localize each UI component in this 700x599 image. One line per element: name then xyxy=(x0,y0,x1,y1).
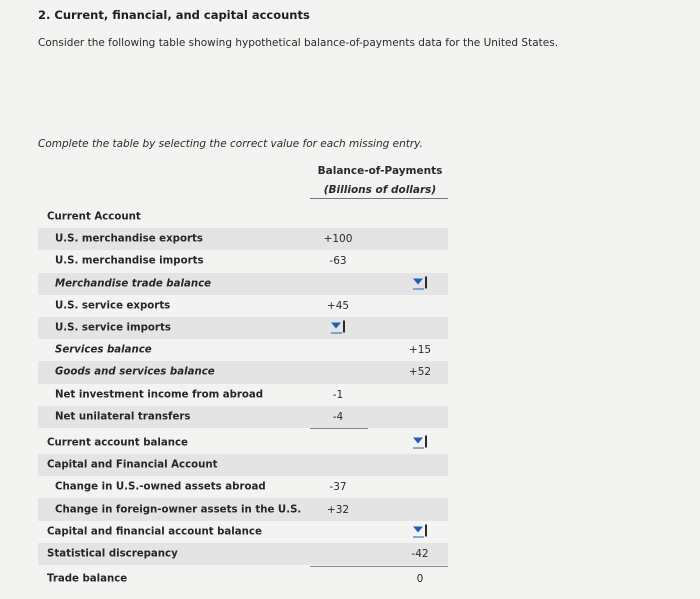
row-value: +52 xyxy=(408,366,432,379)
row-label: Current account balance xyxy=(47,437,188,449)
row-value: 0 xyxy=(416,573,424,586)
dropdown-underline xyxy=(331,333,342,334)
table-row xyxy=(38,406,448,428)
row-value: -4 xyxy=(332,410,344,423)
table-row xyxy=(38,295,448,317)
caret-down-icon xyxy=(413,437,423,443)
table-row xyxy=(38,476,448,498)
row-label: Services balance xyxy=(55,344,152,356)
row-value: +100 xyxy=(323,233,353,246)
row-label: Net unilateral transfers xyxy=(55,411,191,423)
cursor-bar xyxy=(425,276,427,288)
table-row xyxy=(38,206,448,228)
row-value: +15 xyxy=(408,344,432,357)
table-row xyxy=(38,384,448,406)
row-label: Goods and services balance xyxy=(55,366,215,378)
cursor-bar xyxy=(425,435,427,447)
column-header-subtitle: (Billions of dollars) xyxy=(323,184,437,196)
row-label: Capital and Financial Account xyxy=(47,459,218,471)
table-row xyxy=(38,454,448,476)
row-label: Current Account xyxy=(47,211,141,223)
row-value: +45 xyxy=(326,299,350,312)
row-value: -42 xyxy=(411,547,429,560)
capital-financial-balance-dropdown[interactable] xyxy=(413,524,427,536)
question-heading: 2. Current, financial, and capital accounts xyxy=(38,8,310,22)
row-label: U.S. merchandise imports xyxy=(55,255,204,267)
table-row xyxy=(38,273,448,295)
row-label: U.S. service exports xyxy=(55,300,171,312)
table-row xyxy=(38,498,448,520)
row-label: Trade balance xyxy=(47,573,128,585)
row-label: Net investment income from abroad xyxy=(55,389,264,401)
table-row xyxy=(38,250,448,272)
row-label: Capital and financial account balance xyxy=(47,526,262,538)
caret-down-icon xyxy=(331,323,341,329)
table-row xyxy=(38,339,448,361)
row-value-dropdown-cell xyxy=(310,321,366,336)
row-label: U.S. service imports xyxy=(55,322,171,334)
column-header-title: Balance-of-Payments xyxy=(317,165,443,177)
row-label: Change in U.S.-owned assets abroad xyxy=(55,481,266,493)
row-label: U.S. merchandise exports xyxy=(55,233,203,245)
table-row xyxy=(38,361,448,383)
row-label: Change in foreign-owner assets in the U.S. xyxy=(55,504,302,516)
merchandise-trade-balance-dropdown[interactable] xyxy=(413,276,427,288)
current-account-balance-dropdown[interactable] xyxy=(413,435,427,447)
caret-down-icon xyxy=(413,278,423,284)
total-rule xyxy=(310,566,448,567)
table-row xyxy=(38,521,448,543)
dropdown-underline xyxy=(413,288,424,289)
row-value-dropdown-cell xyxy=(390,524,450,539)
dropdown-underline xyxy=(413,536,424,537)
dropdown-underline xyxy=(413,447,424,448)
table-row xyxy=(38,317,448,339)
table-row xyxy=(38,568,448,590)
row-value-dropdown-cell xyxy=(390,435,450,450)
row-value: -63 xyxy=(329,255,347,268)
column-header-underline xyxy=(310,198,448,199)
caret-down-icon xyxy=(413,526,423,532)
row-value: +32 xyxy=(326,503,350,516)
row-value-dropdown-cell xyxy=(390,276,450,291)
cursor-bar xyxy=(425,524,427,536)
row-value: -1 xyxy=(332,388,344,401)
subtotal-rule xyxy=(310,428,368,429)
service-imports-dropdown[interactable] xyxy=(331,321,345,333)
row-value: -37 xyxy=(329,481,347,494)
table-row xyxy=(38,432,448,454)
table-row xyxy=(38,543,448,565)
cursor-bar xyxy=(343,321,345,333)
balance-of-payments-table xyxy=(38,206,448,590)
column-header xyxy=(310,162,450,200)
question-intro: Consider the following table showing hypothetical balance-of-payments data for the United States. xyxy=(38,37,559,49)
question-instruction: Complete the table by selecting the correct value for each missing entry. xyxy=(38,138,423,150)
row-label: Merchandise trade balance xyxy=(55,278,212,290)
row-label: Statistical discrepancy xyxy=(47,548,178,560)
table-row xyxy=(38,228,448,250)
